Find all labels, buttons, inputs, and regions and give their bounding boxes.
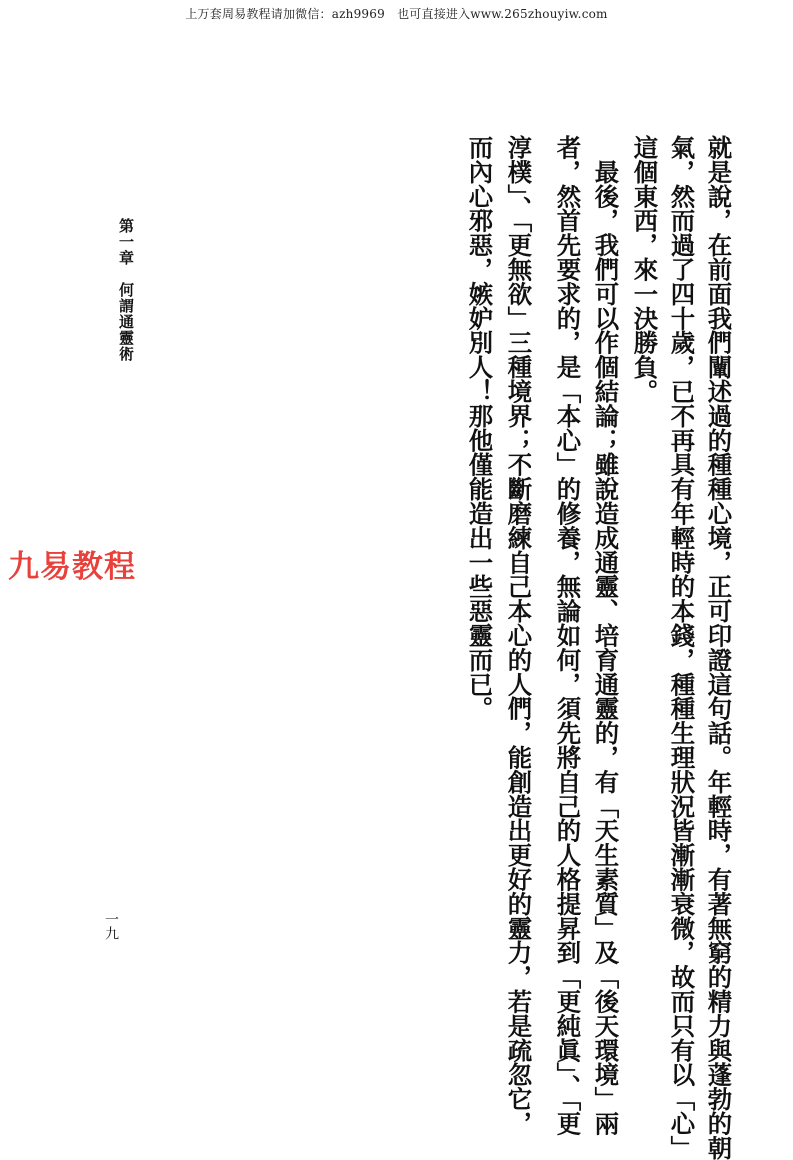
body-column-3: 這個東西，來一決勝負。	[629, 135, 659, 404]
page-number: 一九	[103, 912, 119, 940]
body-column-7: 而內心邪惡，嫉妒別人！那他僅能造出一些惡靈而已。	[464, 135, 494, 721]
body-column-5: 者，然首先要求的，是「本心」的修養，無論如何，須先將自己的人格提昇到「更純眞」、「更	[552, 135, 582, 1136]
body-column-1: 就是說，在前面我們闡述過的種種心境，正可印證這句話。年輕時，有著無窮的精力與蓬勃的朝	[703, 135, 733, 1160]
chapter-title: 第一章 何謂通靈術	[117, 218, 135, 362]
watermark-logo: 九易教程	[8, 549, 136, 585]
body-column-6: 淳樸」、「更無欲」三種境界；不斷磨練自己本心的人們，能創造出更好的靈力，若是疏忽它，	[503, 135, 533, 1136]
body-column-4: 最後，我們可以作個結論；雖說造成通靈、培育通靈的，有「天生素質」及「後天環境」兩	[590, 135, 620, 1136]
header-banner: 上万套周易教程请加微信：azh9969 也可直接进入www.265zhouyiw.com	[185, 7, 608, 21]
body-column-2: 氣，然而過了四十歲，已不再具有年輕時的本錢，種種生理狀況皆漸漸衰微，故而只有以「心」	[666, 135, 696, 1160]
